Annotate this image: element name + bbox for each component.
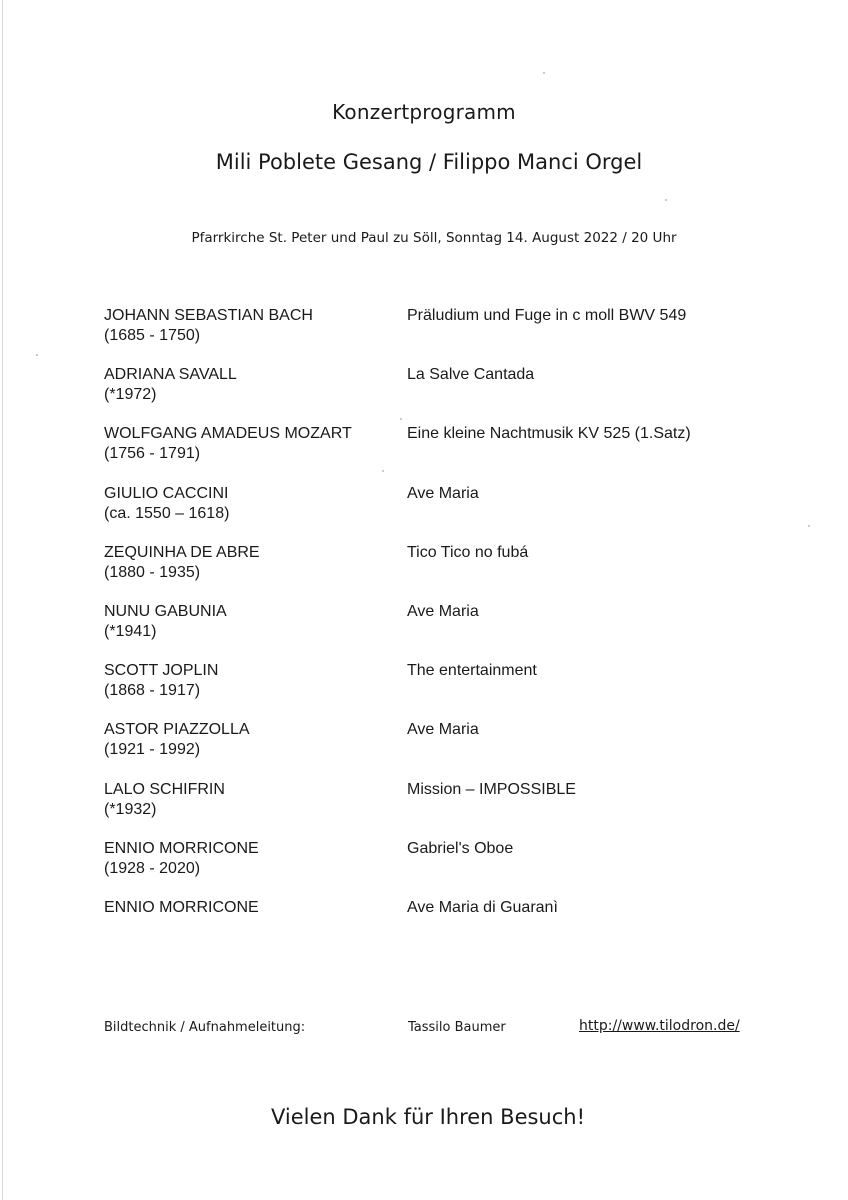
work-title: Eine kleine Nachtmusik KV 525 (1.Satz): [407, 425, 691, 443]
composer: [104, 484, 394, 524]
program-row: [104, 661, 744, 720]
program-row: [104, 780, 744, 839]
credit-name: Tassilo Baumer: [408, 1020, 506, 1035]
program-row: [104, 898, 744, 957]
program-row: [104, 484, 744, 543]
program-row: [104, 365, 744, 424]
performers-line: Mili Poblete Gesang / Filippo Manci Orgel: [215, 150, 643, 174]
composer: [104, 306, 394, 346]
composer: [104, 720, 394, 760]
composer-name: SCOTT JOPLIN: [104, 662, 219, 680]
composer: [104, 839, 394, 879]
website-link[interactable]: http://www.tilodron.de/: [579, 1018, 740, 1034]
venue-line: Pfarrkirche St. Peter und Paul zu Söll, Sonntag 14. August 2022 / 20 Uhr: [191, 230, 677, 246]
work-title: La Salve Cantada: [407, 366, 535, 384]
scan-speck: [543, 72, 545, 74]
work-title: Gabriel's Oboe: [407, 839, 514, 857]
work-title: The entertainment: [407, 662, 537, 680]
program-row: [104, 720, 744, 779]
composer-dates: (*1972): [104, 386, 157, 404]
composer: [104, 661, 394, 701]
scan-speck: [400, 418, 402, 420]
program-row: [104, 306, 744, 365]
composer-dates: (1921 - 1992): [104, 741, 201, 759]
composer-name: GIULIO CACCINI: [104, 484, 229, 502]
composer: [104, 543, 394, 583]
composer-name: WOLFGANG AMADEUS MOZART: [104, 425, 352, 443]
work-title: Mission – IMPOSSIBLE: [407, 780, 576, 798]
composer-dates: (1756 - 1791): [104, 445, 201, 463]
scan-edge-line: [2, 0, 3, 1200]
work-title: Tico Tico no fubá: [407, 543, 529, 561]
work-title: Ave Maria: [407, 602, 479, 620]
composer-name: ASTOR PIAZZOLLA: [104, 721, 250, 739]
scan-speck: [665, 199, 667, 201]
composer-dates: (ca. 1550 – 1618): [104, 504, 230, 522]
work-title: Ave Maria: [407, 721, 479, 739]
composer-name: ENNIO MORRICONE: [104, 839, 259, 857]
composer: [104, 365, 394, 405]
composer: [104, 424, 394, 464]
page-title: Konzertprogramm: [332, 100, 516, 124]
program-row: [104, 839, 744, 898]
program-row: [104, 424, 744, 483]
program-list: [104, 306, 744, 957]
program-row: [104, 602, 744, 661]
composer-dates: (*1941): [104, 622, 157, 640]
program-row: [104, 543, 744, 602]
scan-speck: [36, 354, 38, 356]
credit-label: Bildtechnik / Aufnahmeleitung:: [104, 1020, 306, 1035]
composer-name: NUNU GABUNIA: [104, 602, 227, 620]
composer: [104, 898, 394, 918]
work-title: Ave Maria di Guaranì: [407, 898, 558, 916]
work-title: Präludium und Fuge in c moll BWV 549: [407, 307, 687, 324]
composer-name: LALO SCHIFRIN: [104, 780, 225, 798]
work-title: Ave Maria: [407, 484, 479, 502]
composer-name: ADRIANA SAVALL: [104, 366, 237, 384]
composer-dates: (1928 - 2020): [104, 859, 201, 877]
composer-dates: (1868 - 1917): [104, 682, 201, 700]
composer-dates: (1880 - 1935): [104, 563, 201, 581]
composer-name: ENNIO MORRICONE: [104, 898, 259, 916]
composer-dates: (1685 - 1750): [104, 327, 201, 344]
composer-name: JOHANN SEBASTIAN BACH: [104, 307, 313, 324]
thank-you-message: Vielen Dank für Ihren Besuch!: [270, 1105, 586, 1129]
scan-speck: [382, 470, 384, 472]
scan-speck: [808, 525, 810, 527]
composer-name: ZEQUINHA DE ABRE: [104, 543, 260, 561]
composer: [104, 602, 394, 642]
composer-dates: (*1932): [104, 800, 157, 818]
composer: [104, 780, 394, 820]
